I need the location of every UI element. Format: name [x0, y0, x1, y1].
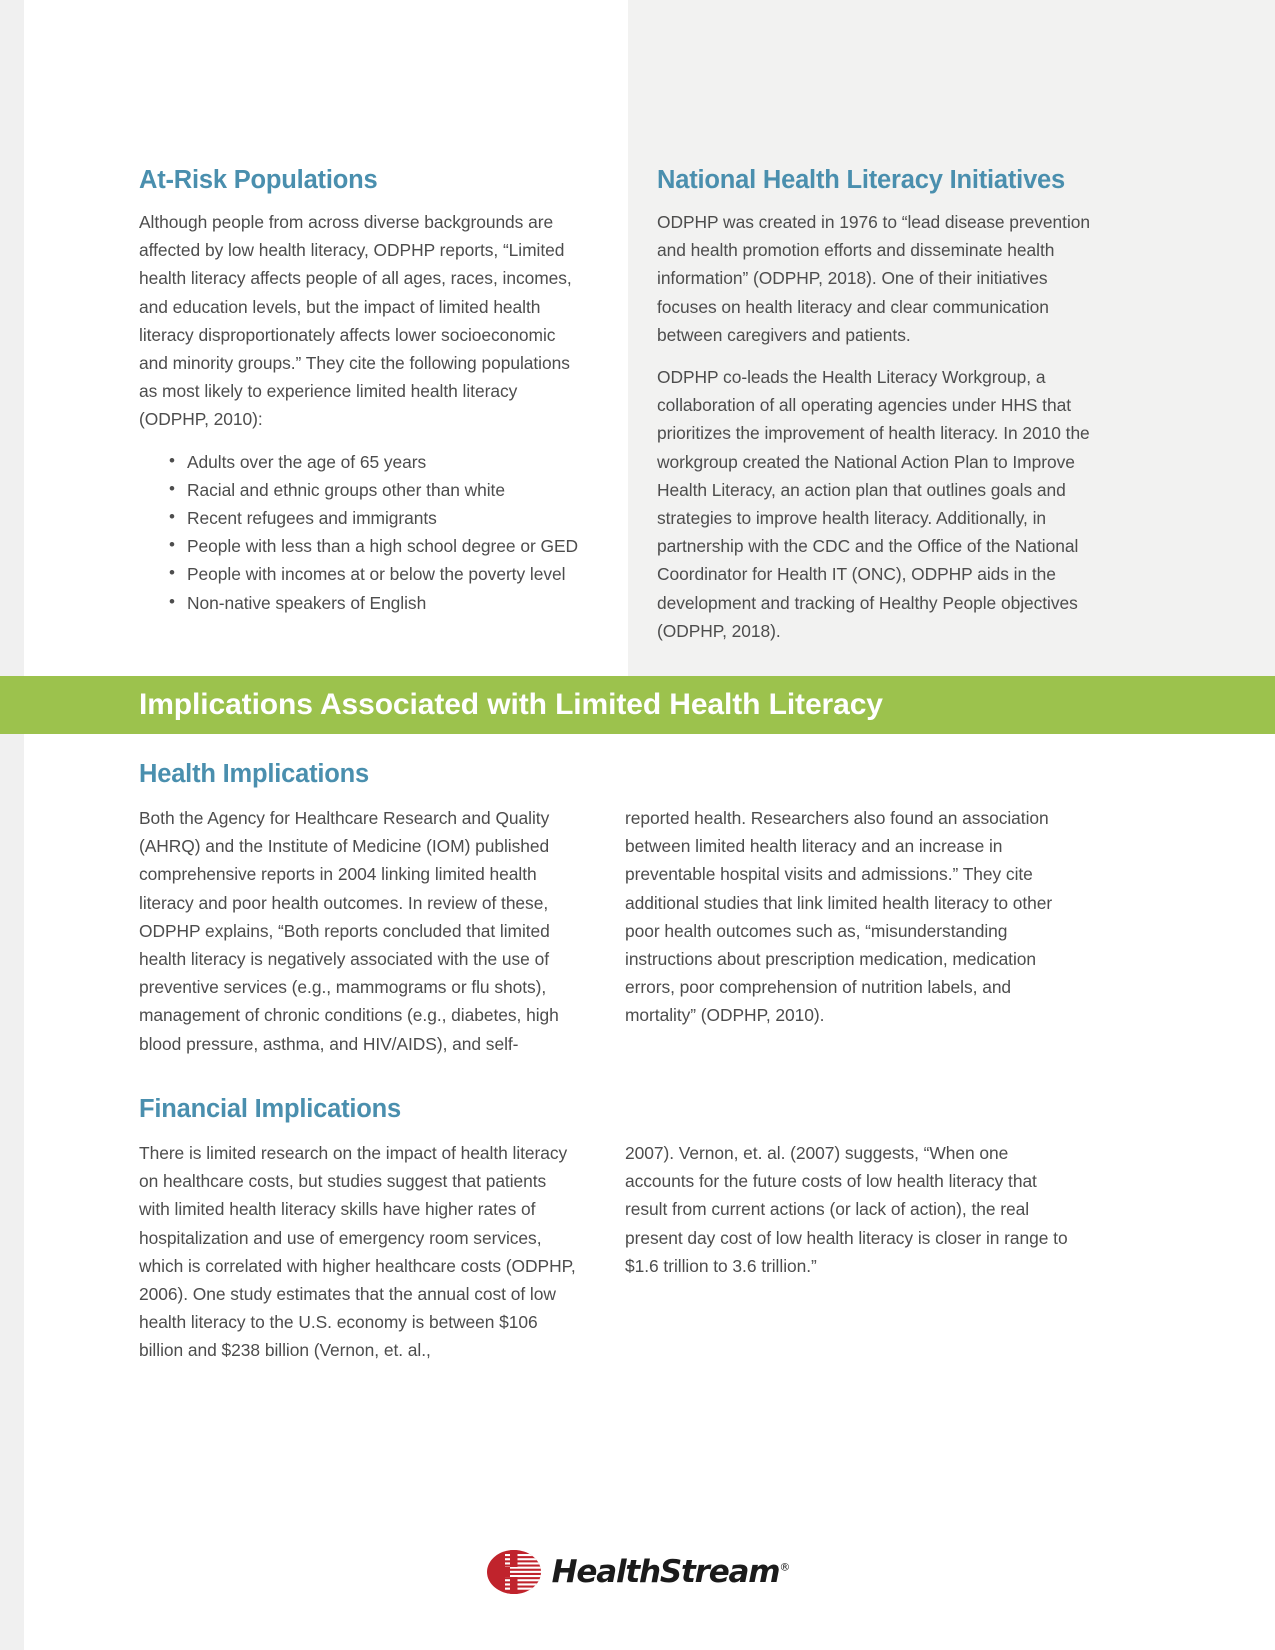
national-initiatives-column: [657, 166, 1107, 645]
financial-implications-heading: Financial Implications: [139, 1095, 401, 1123]
list-item: • Racial and ethnic groups other than white: [169, 476, 585, 504]
at-risk-populations-heading: At-Risk Populations: [139, 166, 378, 194]
healthstream-logo: [485, 1548, 791, 1596]
at-risk-populations-paragraph: Although people from across diverse backgrounds are affected by low health literacy, ODPHP reports, “Limited health literacy affects people of all ages, races, incomes, and education levels, but the impact of limited health literacy disproportionately affects lower socioeconomic and minority groups.” They cite the following populations as most likely to experience limited health literacy (ODPHP, 2010):: [139, 212, 572, 430]
national-initiatives-paragraph-2: ODPHP co-leads the Health Literacy Workgroup, a collaboration of all operating agencies under HHS that prioritizes the improvement of health literacy. In 2010 the workgroup created the National Action Plan to Improve Health Literacy, an action plan that outlines goals and strategies to improve health literacy. Additionally, in partnership with the CDC and the Office of the National Coordinator for Health IT (ONC), ODPHP aids in the development and tracking of Healthy People objectives (ODPHP, 2018).: [657, 367, 1090, 641]
financial-implications-heading-wrap: [139, 1095, 1039, 1137]
list-item: • Non-native speakers of English: [169, 589, 585, 617]
healthstream-logo-mark-icon: [485, 1548, 543, 1596]
financial-implications-left-text: There is limited research on the impact of health literacy on healthcare costs, but studies suggest that patients with limited health literacy skills have higher rates of hospitalization and use of emergency room services, which is correlated with higher healthcare costs (ODPHP, 2006). One study estimates that the annual cost of low health literacy to the U.S. economy is between $106 billion and $238 billion (Vernon, et. al.,: [139, 1143, 576, 1361]
at-risk-populations-column: [139, 166, 585, 617]
health-implications-left-column: [139, 804, 581, 1058]
national-initiatives-paragraph-1: ODPHP was created in 1976 to “lead disease prevention and health promotion efforts and disseminate health information” (ODPHP, 2018). One of their initiatives focuses on health literacy and clear communication between caregivers and patients.: [657, 212, 1091, 345]
health-implications-right-column: [625, 804, 1073, 1030]
list-item: • People with incomes at or below the poverty level: [169, 560, 585, 588]
national-initiatives-heading: National Health Literacy Initiatives: [657, 166, 1066, 194]
healthstream-logo-text: [551, 1553, 791, 1590]
health-implications-left-text: Both the Agency for Healthcare Research and Quality (AHRQ) and the Institute of Medicine (IOM) published comprehensive reports in 2004 linking limited health literacy and poor health outcomes. In review of these, ODPHP explains, “Both reports concluded that limited health literacy is negatively associated with the use of preventive services (e.g., mammograms or flu shots), management of chronic conditions (e.g., diabetes, high blood pressure, asthma, and HIV/AIDS), and self-: [139, 808, 559, 1054]
footer: [0, 1548, 1275, 1596]
list-item: • People with less than a high school degree or GED: [169, 532, 585, 560]
health-implications-heading: Health Implications: [139, 760, 369, 788]
financial-implications-right-column: [625, 1139, 1073, 1280]
at-risk-populations-list: [139, 448, 585, 617]
healthstream-wordmark: HealthStream: [551, 1553, 780, 1590]
financial-implications-right-text: 2007). Vernon, et. al. (2007) suggests, “When one accounts for the future costs of low health literacy that result from current actions (or lack of action), the real present day cost of low health literacy is closer in range to $1.6 trillion to 3.6 trillion.”: [625, 1143, 1068, 1276]
list-item: • Recent refugees and immigrants: [169, 504, 585, 532]
list-item: • Adults over the age of 65 years: [169, 448, 585, 476]
implications-banner: [0, 676, 1275, 734]
health-implications-heading-wrap: [139, 760, 1039, 802]
implications-banner-title: Implications Associated with Limited Health Literacy: [139, 688, 883, 721]
registered-trademark-symbol: ®: [779, 1560, 791, 1574]
financial-implications-left-column: [139, 1139, 581, 1365]
health-implications-right-text: reported health. Researchers also found an association between limited health literacy and an increase in preventable hospital visits and admissions.” They cite additional studies that link limited health literacy to other poor health outcomes such as, “misunderstanding instructions about prescription medication, medication errors, poor comprehension of nutrition labels, and mortality” (ODPHP, 2010).: [625, 808, 1053, 1026]
top-two-column-block: [0, 0, 1275, 676]
